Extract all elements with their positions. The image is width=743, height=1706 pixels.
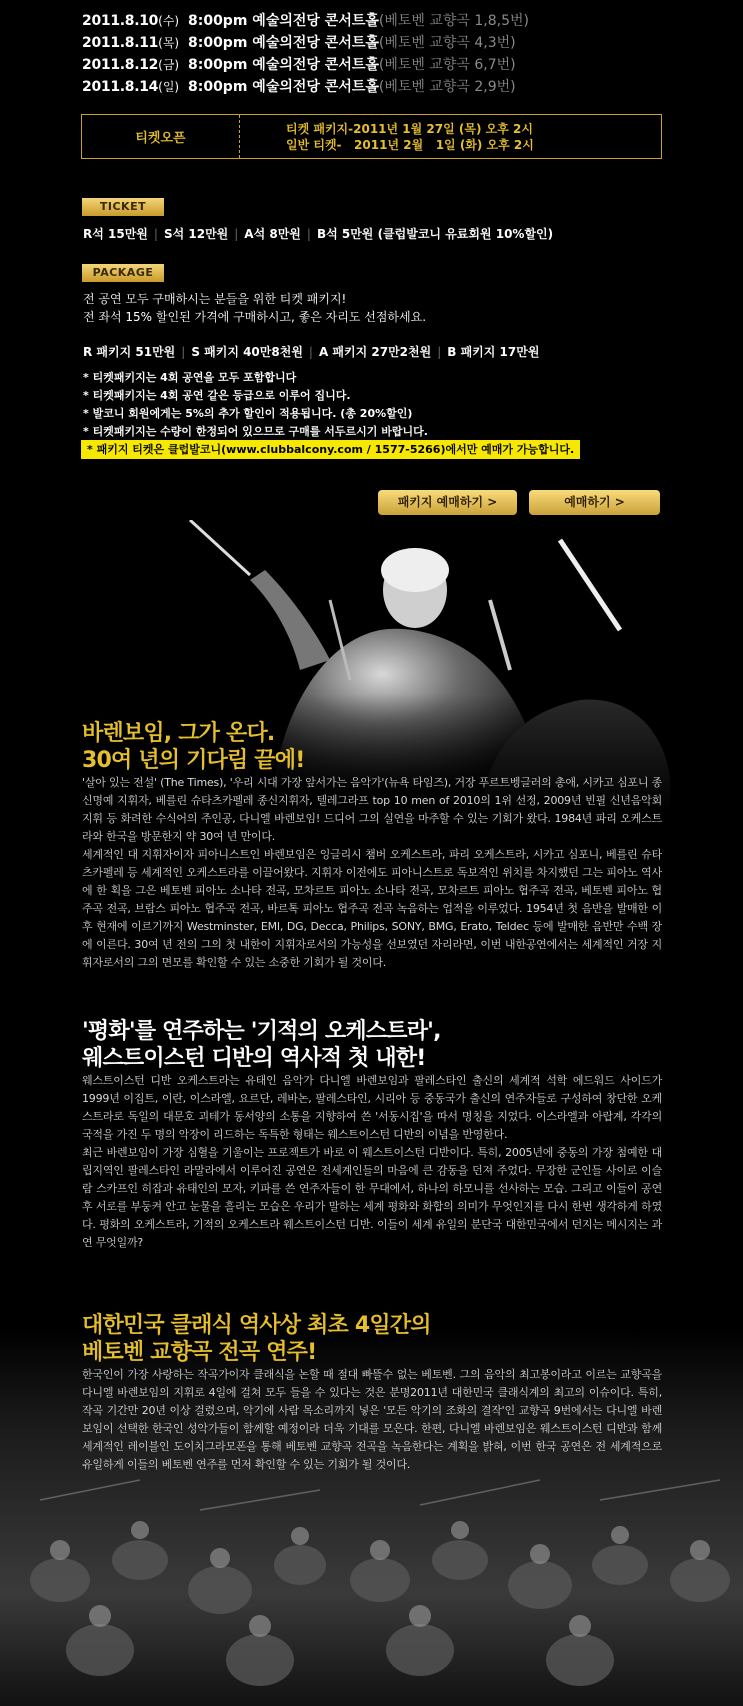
schedule-row: [82, 76, 682, 98]
schedule-date: 2011.8.10: [82, 13, 159, 29]
section-west-eastern-divan: [82, 1018, 662, 1252]
schedule-venue: 예술의전당 콘서트홀: [252, 13, 379, 29]
schedule-row: [82, 32, 682, 54]
package-desc-line: 전 좌석 15% 할인된 가격에 구매하시고, 좋은 자리도 선점하세요.: [83, 310, 427, 324]
schedule-program: (베토벤 교향곡 6,7번): [378, 57, 516, 73]
section-title-line: 30여 년의 기다림 끝에!: [82, 748, 305, 773]
section-title: [82, 1312, 662, 1366]
note-item: * 티켓패키지는 4회 공연 같은 등급으로 이루어 집니다.: [83, 389, 351, 402]
price-separator: |: [306, 227, 311, 241]
section-body: [82, 1072, 662, 1252]
price-separator: |: [308, 345, 313, 359]
section-beethoven-cycle: [82, 1312, 662, 1474]
price-separator: |: [234, 227, 239, 241]
section-title-line: '평화'를 연주하는 '기적의 오케스트라',: [82, 1019, 441, 1044]
section-title-line: 바렌보임, 그가 온다.: [82, 721, 275, 746]
ticket-prices: [83, 225, 553, 242]
note-item: * 티켓패키지는 수량이 한정되어 있으므로 구매를 서두르시기 바랍니다.: [83, 425, 428, 438]
ticket-badge: TICKET: [82, 198, 164, 216]
schedule-program: (베토벤 교향곡 1,8,5번): [378, 13, 530, 29]
package-reserve-button[interactable]: 패키지 예매하기 >: [378, 490, 517, 515]
package-prices: [83, 343, 539, 360]
ticket-open-box: [81, 114, 662, 159]
price-item: B 패키지 17만원: [447, 345, 540, 359]
schedule-venue: 예술의전당 콘서트홀: [252, 79, 379, 95]
section-paragraph: 최근 바렌보임이 가장 심혈을 기울이는 프로젝트가 바로 이 웨스트이스턴 디반이다. 특히, 2005년에 중동의 가장 첨예한 대립지역인 팔레스타인 라말라에서 이루어진 공연은 전세계인들의 마음에 큰 감동을 던져 주었다. 무장한 군인들 사이로 이슬람 스카프인 히잡과 유태인의 모자, 키파를 쓴 연주자들이 한 무대에서, 하나의 하모니를 선사하는 모습. 그리고 이들이 공연 후 서로를 부둥켜 안고 눈물을 흘리는 모습은 우리가 말하는 세계 평화와 화합의 의미가 무엇인지를 다시 한번 생각하게 하였다. 평화의 오케스트라, 기적의 오케스트라 웨스트이스턴 디반. 이들이 세계 유일의 분단국 대한민국에서 던지는 메시지는 과연 무엇일까?: [82, 1146, 662, 1249]
price-item: S 패키지 40만8천원: [191, 345, 303, 359]
section-body: [82, 774, 662, 972]
section-title: [82, 1018, 662, 1072]
price-separator: |: [181, 345, 186, 359]
price-item: R 패키지 51만원: [83, 345, 176, 359]
price-item: A 패키지 27만2천원: [318, 345, 432, 359]
ticket-open-line: 티켓 패키지-2011년 1월 27일 (목) 오후 2시: [286, 122, 533, 136]
schedule-venue: 예술의전당 콘서트홀: [252, 57, 379, 73]
section-title-line: 베토벤 교향곡 전곡 연주!: [82, 1340, 317, 1365]
price-item: B석 5만원 (클럽발코니 유료회원 10%할인): [316, 227, 554, 241]
schedule-time: 8:00pm: [187, 13, 248, 29]
schedule-program: (베토벤 교향곡 4,3번): [378, 35, 516, 51]
price-item: A석 8만원: [244, 227, 301, 241]
concert-schedule: [82, 10, 682, 98]
schedule-day: (목): [158, 36, 180, 50]
schedule-day: (금): [158, 58, 180, 72]
schedule-time: 8:00pm: [187, 79, 248, 95]
package-notes: [83, 369, 428, 441]
price-item: R석 15만원: [83, 227, 148, 241]
package-desc-line: 전 공연 모두 구매하시는 분들을 위한 티켓 패키지!: [83, 292, 347, 306]
section-title-line: 대한민국 클래식 역사상 최초 4일간의: [82, 1313, 431, 1338]
price-item: S석 12만원: [163, 227, 229, 241]
ticket-open-label: 티켓오픈: [82, 115, 240, 158]
schedule-day: (일): [158, 80, 180, 94]
ticket-open-info: [240, 115, 534, 158]
schedule-time: 8:00pm: [187, 57, 248, 73]
ticket-open-line: 일반 티켓- 2011년 2월 1일 (화) 오후 2시: [286, 138, 534, 152]
section-title-line: 웨스트이스턴 디반의 역사적 첫 내한!: [82, 1046, 426, 1071]
section-paragraph: 세계적인 대 지휘자이자 피아니스트인 바렌보임은 잉글리시 챔버 오케스트라, 파리 오케스트라, 시카고 심포니, 베를린 슈타츠카펠레 등 세계적인 오케스트라를 이끌어왔다. 지휘자 이전에도 피아니스트로 독보적인 위치를 차지했던 그는 피아노 역사에 한 획을 그은 베토벤 피아노 소나타 전곡, 모차르트 피아노 소나타 전곡, 모차르트 피아노 협주곡 전곡, 베토벤 피아노 협주곡 전곡, 브람스 피아노 협주곡 전곡, 바르톡 피아노 협주곡 전곡 녹음하는 업적을 이루었다. 1954년 첫 음반을 발매한 이후 현재에 이르기까지 Westminster, EMI, DG, Decca, Philips, SONY, BMG, Erato, Teldec 등에 발매한 음반만 수백 장에 이른다. 30여 년 전의 그의 첫 내한이 지휘자로서의 가능성을 선보였던 자리라면, 이번 내한공연에서는 세계적인 거장 지휘자로서의 그의 면모를 확인할 수 있는 소중한 기회가 될 것이다.: [82, 848, 662, 969]
package-badge: PACKAGE: [82, 264, 164, 282]
schedule-time: 8:00pm: [187, 35, 248, 51]
schedule-row: [82, 10, 682, 32]
note-item: * 티켓패키지는 4회 공연을 모두 포함합니다: [83, 371, 297, 384]
section-paragraph: '살아 있는 전설' (The Times), '우리 시대 가장 앞서가는 음악가'(뉴욕 타임즈), 거장 푸르트벵글러의 총애, 시카고 심포니 종신명예 지휘자, 베를린 슈타츠카펠레 종신지휘자, 텔레그라프 top 10 men of 2010의 1위 선정, 2009년 빈필 신년음악회 지휘 등 화려한 수식어의 주인공, 다니엘 바렌보임! 드디어 그의 실연을 마주할 수 있는 기회가 왔다. 1984년 파리 오케스트라와 한국을 방문한지 약 30여 년 만이다.: [82, 776, 662, 843]
section-paragraph: 한국인이 가장 사랑하는 작곡가이자 클래식을 논할 때 절대 빠뜰수 없는 베토벤. 그의 음악의 최고봉이라고 이르는 교향곡을 다니엘 바렌보임의 지휘로 4일에 걸쳐 모두 들을 수 있다는 것은 분명2011년 대한민국 클래식계의 최고의 이슈이다. 특히, 작곡 기간만 20년 이상 걸렸으며, 악기에 사람 목소리까지 넣은 '모든 악기의 조화의 결작'인 교향곡 9번에서는 다니엘 바렌보임이 선택한 한국인 성악가들이 함께할 예정이라 더욱 기대를 모은다. 한편, 다니엘 바렌보임은 웨스트이스턴 디반과 함께 세계적인 레이블인 도이치그라모폰을 통해 베토벤 교향곡 전곡을 녹음한다는 계획을 밝혀, 이번 한국 공연은 전 세계적으로 유일하게 이들의 베토벤 연주를 먼저 확인할 수 있는 기회가 될 것이다.: [82, 1368, 662, 1471]
section-paragraph: 웨스트이스턴 디반 오케스트라는 유태인 음악가 다니엘 바렌보임과 팔레스타인 출신의 세계적 석학 에드워드 사이드가 1999년 이집트, 이란, 이스라엘, 요르단, 레바논, 팔레스타인, 시리아 등 중동국가 출신의 연주자들로 구성하여 창단한 오케스트라로 독일의 대문호 괴테가 동서양의 소통을 지향하여 쓴 '서동시집'을 따서 명칭을 지었다. 이스라엘과 아랍계, 각각의 국적을 가진 두 명의 악장이 리드하는 독특한 형태는 웨스트이스턴 디반의 이념을 반영한다.: [82, 1074, 662, 1141]
schedule-venue: 예술의전당 콘서트홀: [252, 35, 379, 51]
section-title: [82, 720, 662, 774]
schedule-date: 2011.8.12: [82, 57, 159, 73]
reserve-button[interactable]: 예매하기 >: [529, 490, 660, 515]
schedule-day: (수): [158, 14, 180, 28]
section-body: [82, 1366, 662, 1474]
price-separator: |: [153, 227, 158, 241]
package-highlight-note: * 패키지 티켓은 클럽발코니(www.clubbalcony.com / 1577-5266)에서만 예매가 가능합니다.: [81, 440, 580, 459]
schedule-program: (베토벤 교향곡 2,9번): [378, 79, 516, 95]
schedule-date: 2011.8.11: [82, 35, 159, 51]
price-separator: |: [437, 345, 442, 359]
package-description: [83, 290, 426, 326]
schedule-date: 2011.8.14: [82, 79, 159, 95]
note-item: * 발코니 회원에게는 5%의 추가 할인이 적용됩니다. (총 20%할인): [83, 407, 413, 420]
section-barenboim: [82, 720, 662, 972]
schedule-row: [82, 54, 682, 76]
